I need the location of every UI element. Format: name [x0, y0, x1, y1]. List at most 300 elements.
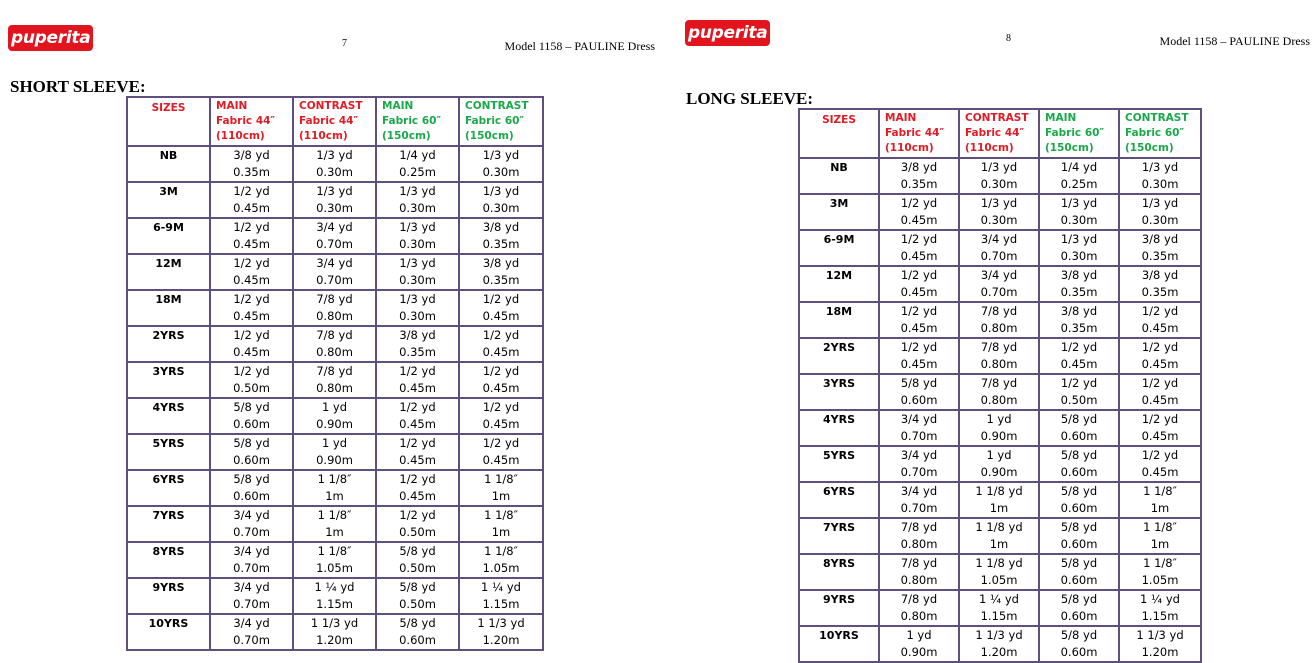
yardage-cell	[959, 626, 1039, 662]
yardage-meters: 1.15m	[1141, 609, 1179, 623]
yardage-meters: 0.25m	[399, 165, 436, 179]
yardage-yards: 1/3 yd	[482, 148, 520, 162]
yardage-meters: 0.60m	[1060, 429, 1098, 443]
yardage-cell	[879, 266, 959, 302]
header-row	[799, 109, 1201, 158]
yardage-meters: 0.45m	[482, 309, 520, 323]
yardage-yards: 1 yd	[986, 412, 1012, 426]
yardage-meters: 0.45m	[900, 285, 938, 299]
yardage-yards: 1/4 yd	[399, 148, 436, 162]
yardage-meters: 1.15m	[980, 609, 1018, 623]
yardage-meters: 0.50m	[399, 525, 436, 539]
yardage-cell	[376, 290, 459, 326]
yardage-cell	[1039, 338, 1119, 374]
yardage-yards: 1 1/8 yd	[975, 520, 1023, 534]
yardage-yards: 1/2 yd	[900, 304, 938, 318]
yardage-yards: 7/8 yd	[980, 304, 1018, 318]
fabric-header: MAIN Fabric 44″ (110cm)	[210, 97, 293, 146]
yardage-meters: 0.45m	[482, 381, 520, 395]
size-cell: 12M	[799, 266, 879, 302]
table-row	[799, 338, 1201, 374]
yardage-meters: 0.50m	[233, 381, 270, 395]
yardage-meters: 0.70m	[900, 429, 938, 443]
table-row	[127, 362, 543, 398]
yardage-meters: 0.45m	[233, 201, 270, 215]
yardage-yards: 7/8 yd	[900, 520, 938, 534]
yardage-cell	[959, 338, 1039, 374]
yardage-meters: 0.35m	[1060, 321, 1098, 335]
yardage-yards: 1 yd	[906, 628, 932, 642]
yardage-meters: 0.30m	[482, 201, 520, 215]
yardage-cell	[376, 398, 459, 434]
yardage-meters: 1.05m	[316, 561, 353, 575]
yardage-meters: 0.45m	[900, 357, 938, 371]
yardage-cell	[959, 194, 1039, 230]
yardage-yards: 5/8 yd	[399, 580, 436, 594]
yardage-cell	[210, 506, 293, 542]
fabric-header: MAIN Fabric 60″ (150cm)	[376, 97, 459, 146]
yardage-yards: 1/3 yd	[980, 160, 1018, 174]
yardage-cell	[459, 434, 543, 470]
yardage-cell	[210, 218, 293, 254]
yardage-cell	[376, 182, 459, 218]
yardage-meters: 0.45m	[1141, 321, 1179, 335]
yardage-cell	[879, 374, 959, 410]
yardage-meters: 0.30m	[399, 237, 436, 251]
yardage-cell	[210, 326, 293, 362]
yardage-meters: 0.70m	[233, 597, 270, 611]
yardage-yards: 1 1/3 yd	[310, 616, 359, 630]
size-cell: 9YRS	[799, 590, 879, 626]
yardage-yards: 1/2 yd	[482, 400, 520, 414]
yardage-yards: 3/4 yd	[980, 268, 1018, 282]
yardage-yards: 1 1/8 yd	[975, 556, 1023, 570]
yardage-meters: 0.45m	[482, 417, 520, 431]
size-cell: 3YRS	[127, 362, 210, 398]
yardage-cell	[459, 506, 543, 542]
yardage-meters: 0.35m	[482, 273, 520, 287]
yardage-meters: 0.80m	[900, 537, 938, 551]
yardage-meters: 0.45m	[233, 345, 270, 359]
yardage-cell	[959, 230, 1039, 266]
sizes-header: SIZES	[127, 97, 210, 146]
yardage-yards: 1 yd	[986, 448, 1012, 462]
yardage-yards: 3/4 yd	[233, 544, 270, 558]
yardage-cell	[459, 578, 543, 614]
yardage-meters: 0.30m	[399, 201, 436, 215]
yardage-meters: 0.30m	[980, 213, 1018, 227]
yardage-cell	[376, 542, 459, 578]
table-row	[799, 446, 1201, 482]
yardage-cell	[1119, 626, 1201, 662]
fabric-header: MAIN Fabric 60″ (150cm)	[1039, 109, 1119, 158]
yardage-yards: 1/2 yd	[1141, 448, 1179, 462]
yardage-meters: 1.20m	[1141, 645, 1179, 659]
yardage-cell	[293, 362, 376, 398]
table-row	[799, 158, 1201, 194]
yardage-meters: 0.45m	[1141, 465, 1179, 479]
yardage-meters: 0.60m	[233, 417, 270, 431]
yardage-yards: 1/4 yd	[1060, 160, 1098, 174]
yardage-cell	[459, 290, 543, 326]
page-8	[658, 0, 1316, 663]
yardage-meters: 0.80m	[900, 573, 938, 587]
yardage-yards: 1/2 yd	[482, 328, 520, 342]
yardage-yards: 3/4 yd	[233, 616, 270, 630]
size-cell: 4YRS	[127, 398, 210, 434]
size-cell: 10YRS	[799, 626, 879, 662]
yardage-cell	[293, 218, 376, 254]
yardage-cell	[1039, 158, 1119, 194]
yardage-yards: 5/8 yd	[233, 472, 270, 486]
yardage-yards: 1 ¼ yd	[979, 592, 1019, 606]
yardage-cell	[459, 146, 543, 182]
yardage-cell	[210, 254, 293, 290]
yardage-cell	[459, 542, 543, 578]
yardage-cell	[1119, 230, 1201, 266]
yardage-yards: 7/8 yd	[316, 364, 353, 378]
yardage-yards: 1 1/8″	[317, 544, 352, 558]
yardage-yards: 7/8 yd	[980, 340, 1018, 354]
yardage-meters: 1m	[1150, 501, 1170, 515]
yardage-cell	[459, 470, 543, 506]
yardage-yards: 1 1/8″	[317, 472, 352, 486]
yardage-yards: 3/4 yd	[900, 448, 938, 462]
yardage-meters: 0.35m	[399, 345, 436, 359]
yardage-cell	[959, 374, 1039, 410]
yardage-cell	[293, 506, 376, 542]
yardage-cell	[210, 290, 293, 326]
size-cell: 10YRS	[127, 614, 210, 650]
fabric-header: CONTRAST Fabric 60″ (150cm)	[459, 97, 543, 146]
yardage-meters: 0.45m	[900, 249, 938, 263]
size-cell: 12M	[127, 254, 210, 290]
yardage-meters: 0.60m	[900, 393, 938, 407]
yardage-yards: 1/2 yd	[399, 508, 436, 522]
yardage-meters: 0.80m	[316, 345, 353, 359]
yardage-cell	[293, 146, 376, 182]
yardage-cell	[1119, 194, 1201, 230]
yardage-cell	[1119, 410, 1201, 446]
table-row	[127, 146, 543, 182]
yardage-cell	[879, 338, 959, 374]
yardage-meters: 0.50m	[399, 597, 436, 611]
yardage-yards: 1 1/8 yd	[975, 484, 1023, 498]
yardage-yards: 1/3 yd	[399, 292, 436, 306]
yardage-meters: 0.25m	[1060, 177, 1098, 191]
size-cell: 9YRS	[127, 578, 210, 614]
yardage-meters: 0.35m	[900, 177, 938, 191]
yardage-yards: 7/8 yd	[980, 376, 1018, 390]
table-row	[127, 182, 543, 218]
yardage-yards: 3/4 yd	[316, 220, 353, 234]
yardage-yards: 3/4 yd	[233, 508, 270, 522]
yardage-yards: 1 1/8″	[484, 508, 518, 522]
yardage-meters: 0.80m	[980, 357, 1018, 371]
yardage-meters: 0.60m	[399, 633, 436, 647]
yardage-meters: 0.80m	[980, 321, 1018, 335]
yardage-cell	[376, 362, 459, 398]
yardage-cell	[959, 410, 1039, 446]
yardage-meters: 0.30m	[482, 165, 520, 179]
yardage-cell	[293, 254, 376, 290]
table-row	[799, 302, 1201, 338]
yardage-meters: 0.50m	[1060, 393, 1098, 407]
yardage-meters: 0.70m	[900, 465, 938, 479]
yardage-cell	[1039, 230, 1119, 266]
yardage-cell	[1119, 266, 1201, 302]
yardage-cell	[1119, 518, 1201, 554]
yardage-cell	[959, 158, 1039, 194]
table-row	[127, 470, 543, 506]
size-cell: 4YRS	[799, 410, 879, 446]
yardage-cell	[210, 470, 293, 506]
yardage-cell	[879, 482, 959, 518]
yardage-yards: 3/8 yd	[482, 256, 520, 270]
yardage-yards: 1 1/8″	[1143, 520, 1177, 534]
size-cell: 5YRS	[799, 446, 879, 482]
section-heading: SHORT SLEEVE:	[10, 77, 146, 96]
yardage-cell	[293, 326, 376, 362]
yardage-meters: 1.20m	[482, 633, 520, 647]
table-row	[127, 578, 543, 614]
yardage-meters: 0.45m	[399, 453, 436, 467]
yardage-cell	[293, 542, 376, 578]
yardage-cell	[210, 434, 293, 470]
yardage-yards: 1/2 yd	[233, 328, 270, 342]
yardage-cell	[959, 482, 1039, 518]
header-row	[127, 97, 543, 146]
yardage-meters: 0.30m	[980, 177, 1018, 191]
yardage-cell	[459, 326, 543, 362]
yardage-yards: 1/2 yd	[233, 364, 270, 378]
yardage-meters: 1.05m	[482, 561, 520, 575]
yardage-yards: 1/3 yd	[1060, 232, 1098, 246]
model-title: Model 1158 – PAULINE Dress	[1159, 34, 1310, 48]
table-row	[799, 266, 1201, 302]
yardage-yards: 1 ¼ yd	[314, 580, 355, 594]
size-cell: NB	[799, 158, 879, 194]
yardage-meters: 0.45m	[233, 237, 270, 251]
table-row	[799, 626, 1201, 662]
yardage-meters: 0.90m	[980, 429, 1018, 443]
yardage-meters: 0.60m	[233, 489, 270, 503]
puperita-logo: puperita	[685, 20, 770, 46]
yardage-yards: 1 1/8″	[1143, 556, 1177, 570]
yardage-yards: 1/2 yd	[233, 256, 270, 270]
yardage-meters: 0.70m	[233, 633, 270, 647]
yardage-cell	[293, 470, 376, 506]
yardage-cell	[210, 362, 293, 398]
yardage-cell	[459, 182, 543, 218]
yardage-yards: 1 1/8″	[1143, 484, 1177, 498]
yardage-cell	[376, 146, 459, 182]
yardage-meters: 0.45m	[482, 453, 520, 467]
yardage-meters: 0.35m	[1060, 285, 1098, 299]
yardage-yards: 3/8 yd	[233, 148, 270, 162]
yardage-cell	[459, 398, 543, 434]
puperita-logo: puperita	[8, 25, 93, 51]
yardage-yards: 5/8 yd	[1060, 412, 1098, 426]
yardage-cell	[879, 302, 959, 338]
yardage-table-short-sleeve	[126, 96, 544, 651]
yardage-yards: 3/8 yd	[1141, 268, 1179, 282]
yardage-cell	[459, 614, 543, 650]
yardage-yards: 5/8 yd	[399, 544, 436, 558]
yardage-cell	[879, 518, 959, 554]
size-cell: 2YRS	[127, 326, 210, 362]
yardage-yards: 1/2 yd	[482, 436, 520, 450]
yardage-yards: 3/4 yd	[980, 232, 1018, 246]
yardage-meters: 0.30m	[1060, 213, 1098, 227]
yardage-cell	[1119, 554, 1201, 590]
table-row	[127, 218, 543, 254]
yardage-meters: 1m	[325, 489, 344, 503]
yardage-meters: 0.70m	[316, 237, 353, 251]
yardage-cell	[210, 398, 293, 434]
yardage-cell	[1039, 194, 1119, 230]
yardage-cell	[376, 506, 459, 542]
yardage-cell	[1039, 266, 1119, 302]
table-row	[799, 518, 1201, 554]
yardage-yards: 5/8 yd	[900, 376, 938, 390]
table-row	[127, 542, 543, 578]
table-row	[127, 506, 543, 542]
yardage-yards: 1/3 yd	[316, 184, 353, 198]
table-row	[127, 434, 543, 470]
yardage-meters: 0.80m	[316, 309, 353, 323]
yardage-meters: 0.30m	[316, 201, 353, 215]
yardage-cell	[459, 254, 543, 290]
yardage-cell	[376, 470, 459, 506]
yardage-cell	[1119, 302, 1201, 338]
yardage-meters: 0.45m	[399, 489, 436, 503]
yardage-yards: 5/8 yd	[1060, 556, 1098, 570]
yardage-meters: 1.20m	[980, 645, 1018, 659]
yardage-cell	[879, 626, 959, 662]
yardage-meters: 0.45m	[1141, 357, 1179, 371]
fabric-header: CONTRAST Fabric 60″ (150cm)	[1119, 109, 1201, 158]
size-cell: 3M	[127, 182, 210, 218]
yardage-cell	[879, 194, 959, 230]
yardage-meters: 0.35m	[1141, 285, 1179, 299]
yardage-yards: 1/3 yd	[482, 184, 520, 198]
yardage-cell	[879, 410, 959, 446]
yardage-yards: 1/2 yd	[399, 364, 436, 378]
yardage-meters: 1.20m	[316, 633, 353, 647]
yardage-yards: 1 1/8″	[484, 472, 518, 486]
yardage-meters: 0.30m	[1060, 249, 1098, 263]
yardage-meters: 0.90m	[900, 645, 938, 659]
yardage-yards: 7/8 yd	[316, 292, 353, 306]
yardage-meters: 0.60m	[1060, 537, 1098, 551]
yardage-cell	[959, 590, 1039, 626]
table-row	[799, 374, 1201, 410]
size-cell: 7YRS	[127, 506, 210, 542]
size-cell: NB	[127, 146, 210, 182]
yardage-meters: 0.35m	[1141, 249, 1179, 263]
yardage-yards: 1 1/8″	[484, 544, 518, 558]
yardage-meters: 0.90m	[316, 417, 353, 431]
yardage-meters: 0.70m	[233, 525, 270, 539]
yardage-cell	[1039, 482, 1119, 518]
yardage-meters: 0.60m	[233, 453, 270, 467]
table-row	[799, 554, 1201, 590]
yardage-meters: 1m	[989, 537, 1009, 551]
yardage-meters: 1m	[1150, 537, 1170, 551]
yardage-cell	[210, 542, 293, 578]
yardage-yards: 1/3 yd	[1141, 160, 1179, 174]
yardage-yards: 7/8 yd	[316, 328, 353, 342]
yardage-cell	[210, 146, 293, 182]
size-cell: 8YRS	[127, 542, 210, 578]
yardage-yards: 1/2 yd	[233, 184, 270, 198]
yardage-yards: 1/3 yd	[980, 196, 1018, 210]
yardage-yards: 1/2 yd	[1141, 412, 1179, 426]
yardage-yards: 1 1/3 yd	[1136, 628, 1184, 642]
yardage-yards: 1 ¼ yd	[481, 580, 521, 594]
yardage-cell	[376, 434, 459, 470]
yardage-cell	[1039, 590, 1119, 626]
yardage-cell	[879, 590, 959, 626]
yardage-yards: 1/3 yd	[399, 220, 436, 234]
yardage-meters: 0.70m	[316, 273, 353, 287]
yardage-meters: 0.45m	[399, 417, 436, 431]
yardage-yards: 1 1/3 yd	[975, 628, 1023, 642]
yardage-yards: 1/2 yd	[900, 196, 938, 210]
yardage-cell	[959, 446, 1039, 482]
yardage-yards: 1/2 yd	[399, 472, 436, 486]
yardage-yards: 3/8 yd	[1060, 268, 1098, 282]
section-heading: LONG SLEEVE:	[686, 89, 814, 108]
yardage-cell	[1119, 590, 1201, 626]
yardage-cell	[1119, 158, 1201, 194]
fabric-header: MAIN Fabric 44″ (110cm)	[879, 109, 959, 158]
yardage-meters: 0.60m	[1060, 573, 1098, 587]
yardage-meters: 0.80m	[980, 393, 1018, 407]
yardage-cell	[1119, 338, 1201, 374]
yardage-yards: 7/8 yd	[900, 592, 938, 606]
yardage-meters: 0.35m	[233, 165, 270, 179]
yardage-cell	[293, 182, 376, 218]
yardage-meters: 1.05m	[1141, 573, 1179, 587]
yardage-yards: 1/2 yd	[900, 268, 938, 282]
size-cell: 2YRS	[799, 338, 879, 374]
yardage-meters: 0.45m	[233, 309, 270, 323]
yardage-cell	[376, 326, 459, 362]
yardage-cell	[376, 218, 459, 254]
yardage-cell	[293, 614, 376, 650]
yardage-cell	[1039, 518, 1119, 554]
yardage-cell	[293, 434, 376, 470]
yardage-yards: 1 1/8″	[317, 508, 352, 522]
yardage-meters: 0.80m	[316, 381, 353, 395]
yardage-yards: 3/8 yd	[900, 160, 938, 174]
size-cell: 3YRS	[799, 374, 879, 410]
yardage-yards: 5/8 yd	[233, 400, 270, 414]
yardage-meters: 0.30m	[316, 165, 353, 179]
yardage-yards: 5/8 yd	[399, 616, 436, 630]
yardage-cell	[293, 578, 376, 614]
yardage-yards: 1/3 yd	[316, 148, 353, 162]
yardage-meters: 0.45m	[900, 213, 938, 227]
yardage-cell	[459, 218, 543, 254]
size-cell: 6YRS	[799, 482, 879, 518]
yardage-cell	[1039, 374, 1119, 410]
yardage-cell	[1039, 446, 1119, 482]
yardage-cell	[959, 266, 1039, 302]
yardage-yards: 1/2 yd	[1141, 376, 1179, 390]
